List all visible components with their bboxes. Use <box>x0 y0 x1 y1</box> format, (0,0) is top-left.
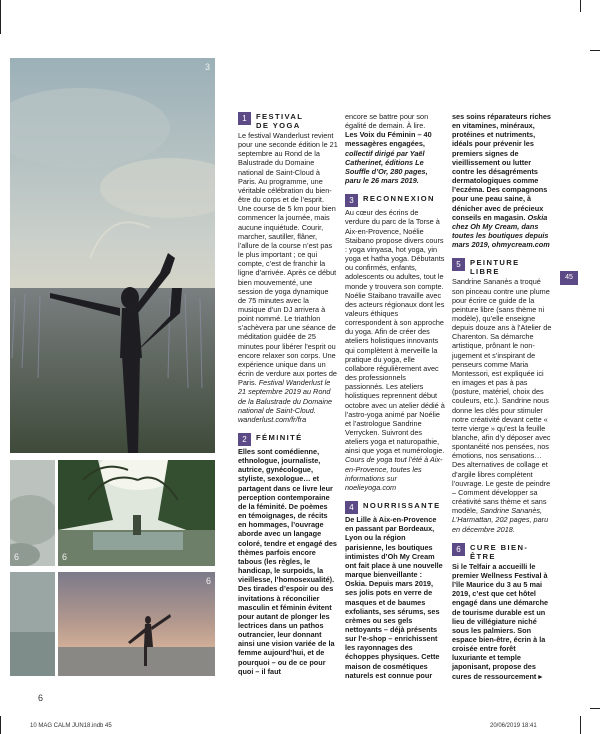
section-title: DE YOGA <box>256 121 301 130</box>
photo-label: 6 <box>14 552 20 562</box>
crop-mark <box>590 708 600 709</box>
yoga-dancer-photo <box>10 58 215 453</box>
article-reference: Festival Wanderlust le 21 septembre 2019 au Rond de la Balustrade du Domaine national de Saint-Cloud. wanderlust.com/fr/fra <box>238 378 333 424</box>
section-number: 3 <box>345 194 358 207</box>
rocks-photo <box>10 460 55 566</box>
section-title: NOURRISSANTE <box>363 501 441 511</box>
yoga-sea-photo <box>58 572 215 676</box>
article-text: ses soins réparateurs riches en vitamines, minéraux, protéines et nutriments, idéals pour prévenir les premiers signes de vieillissement ou lutter contre les désagréments dermatologiques comme l’eczéma. Des compagnons pour une peau saine, à dénicher avec de précieux conseils en magasin. Oskia chez Oh My Cream, dans toutes les boutiques depuis mars 2019, ohmycream.com <box>452 112 551 250</box>
crop-mark <box>0 0 1 34</box>
crop-mark <box>590 50 600 51</box>
section-title: PEINTURE LIBRE <box>470 258 520 277</box>
article-reference: Oskia chez Oh My Cream, dans toutes les boutiques depuis mars 2019, ohmycream.com <box>452 212 550 250</box>
page-number-badge: 45 <box>560 271 578 285</box>
column-1 <box>238 112 338 676</box>
article-reference: Sandrine Sananès, L’Harmattan, 202 pages, paru en décembre 2018. <box>452 506 549 534</box>
article-reference: Les Voix du Féminin – 40 messagères engagées, collectif dirigé par Yaël Catherinet, éditions Le Souffle d’Or, 280 pages, paru le 26 mars 2019. <box>345 130 432 186</box>
column-2 <box>345 112 445 680</box>
article-text: encore se battre pour son égalité de demain. À lire. <box>345 112 429 131</box>
crop-mark <box>580 0 581 12</box>
article-lead: De Lille à Aix-en-Provence en passant par Bordeaux, Lyon ou la région parisienne, les boutiques intimistes d’Oh My Cream ont fait place à une nouvelle marque bienveillante : Oskia. Depuis mars 2019, ses jolis pots en verre de masques et de baumes exfoliants, ses sérums, ses crèmes ou ses gels nettoyants – déjà présents sur l’e-shop – enrichissent les rayonnages des échoppes physiques. Cette maison de cosmétiques naturels est connue pour <box>345 515 443 680</box>
section-number: 6 <box>452 543 465 556</box>
section-6-heading <box>452 543 552 561</box>
sea-detail-photo <box>10 572 55 676</box>
section-number: 4 <box>345 501 358 514</box>
crop-mark <box>580 716 581 734</box>
article-lead: Elles sont comédienne, ethnologue, journaliste, autrice, gynécologue, styliste, sexologue… et partagent dans ce livre leur perception contemporaine de la féminité. De poèmes en témoignages, de récits en hommages, l’ouvrage aborde avec un langage coloré, tendre et engagé des thèmes parfois encore tabous (les règles, le handicap, le surpoids, la vieillesse, l’homosexualité). Des tirades d’espoir ou des invitations à réconcilier masculin et féminin évitent pour autant de plonger les lectrices dans un pathos outrancier, leur donnant ainsi une vision variée de la femme aujourd’hui, et de pourquoi – ou de ce pour quoi – il faut <box>238 447 337 676</box>
section-number: 2 <box>238 433 251 446</box>
section-title: RECONNEXION <box>363 194 435 204</box>
crop-mark <box>0 716 1 734</box>
section-2-heading <box>238 433 338 446</box>
garden-pool-photo <box>58 460 215 566</box>
article-reference: Cours de yoga tout l’été à Aix-en-Provence, toutes les informations sur noelieyoga.com <box>345 455 443 492</box>
photo-label: 6 <box>38 693 44 703</box>
section-5-heading <box>452 258 552 276</box>
section-1-heading <box>238 112 338 130</box>
section-4-heading <box>345 501 445 514</box>
article-lead: Si le Telfair a accueilli le premier Wellness Festival à l’île Maurice du 3 au 5 mai 2019, c’est que cet hôtel engagé dans une démarche de tourisme durable est un lieu de villégiature niché sous les palmiers. Son espace bien-être, écrin à la croisée entre forêt luxuriante et temple japonisant, propose des cures de ressourcement ▸ <box>452 561 549 681</box>
column-3 <box>452 112 552 681</box>
section-title: CURE BIEN-ÊTRE <box>470 542 529 561</box>
footer-file-slug: 10 MAG CALM JUN18.indb 45 <box>30 723 112 729</box>
section-title: FÉMINITÉ <box>256 433 303 442</box>
article-text: Au cœur des écrins de verdure du parc de la Torse à Aix-en-Provence, Noélie Staibano propose divers cours : yoga vinyasa, hot yoga, yin yoga et hatha yoga. Débutants ou confirmés, enfants, adolescents ou adultes, tout le monde y trouvera son compte. Noélie Staibano travaille avec des acteurs régionaux dont les valeurs éthiques correspondent à son approche du yoga. Afin de créer des ateliers holistiques innovants qui complètent à merveille la pratique du yoga, elle collabore régulièrement avec des professionnels passionnés. Les ateliers holistiques reprennent début octobre avec un atelier dédié à l’astro-yoga animé par Noélie et l’astrologue Sandrine Verrycken. Suivront des ateliers yoga et naturopathie, ainsi que yoga et numérologie. <box>345 208 445 456</box>
photo-label: 6 <box>206 576 212 586</box>
section-3-heading <box>345 194 445 207</box>
section-title: FESTIVAL <box>256 112 304 121</box>
footer-date-slug: 20/06/2019 18:41 <box>490 723 537 729</box>
photo-label: 6 <box>62 552 68 562</box>
article-text: Le festival Wanderlust revient pour une seconde édition le 21 septembre au Rond de la Balustrade du Domaine national de Saint-Cloud à Paris. Au programme, une véritable célébration du bien-être du corps et de l’esprit. Une course de 5 km pour bien commencer la journée, mais aucune inquiétude. Courir, marcher, sautiller, flâner, l’allure de la course n’est pas le plus important ; ce qui compte, c’est de franchir la ligne d’arrivée. Après ce début bien mouvementé, une session de yoga dynamique de 75 minutes avec la musique d’un DJ arrivera à point nommé. Le triathlon s’achèvera par une séance de méditation guidée de 25 minutes pour libérer l’esprit ou encore relaxer son corps. Une expérience unique dans un écrin de verdure aux portes de Paris. Festival Wanderlust le 21 septembre 2019 au Rond de la Balustrade du Domaine national de Saint-Cloud. wanderlust.com/fr/fra <box>238 131 338 424</box>
section-number: 5 <box>452 258 465 271</box>
article-text: Sandrine Sananès a troqué son pinceau contre une plume pour écrire ce guide de la peinture libre (sans thème ni modèle), qu’elle enseigne depuis douze ans à l’Atelier de Charenton. Sa démarche artistique, prônant le non-jugement et s’inspirant de penseurs comme Maria Montessori, est expliquée ici en images et pas à pas (posture, matériel, choix des couleurs, etc.). Sandrine nous donne les clés pour stimuler notre créativité devant cette « terre vierge » qu’est la feuille blanche, afin d’y déposer avec spontanéité nos pensées, nos émotions, nos sensations… Des alternatives de collage et d’argile libres complètent l’ouvrage. Le geste de peindre – Comment développer sa créativité sans thème et sans modèle, Sandrine Sananès, L’Harmattan, 202 pages, paru en décembre 2018. <box>452 277 552 534</box>
photo-label: 3 <box>205 62 211 72</box>
section-number: 1 <box>238 112 251 125</box>
